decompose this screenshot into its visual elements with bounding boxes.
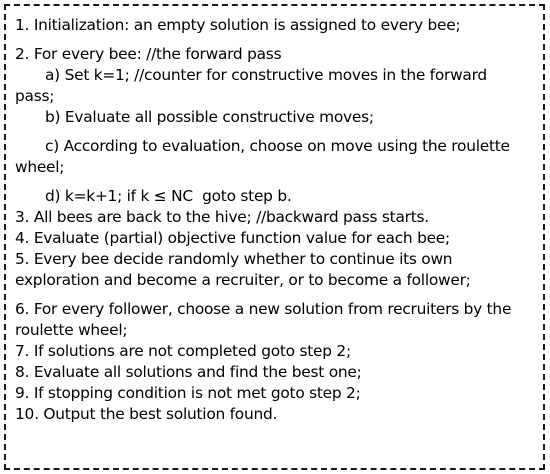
step-2c-continued: wheel; [15,158,65,176]
step-5-continued: exploration and become a recruiter, or to become a follower; [15,271,471,289]
step-2a: a) Set k=1; //counter for constructive moves in the forward [45,66,487,84]
algorithm-text [15,15,539,425]
step-1: 1. Initialization: an empty solution is assigned to every bee; [15,16,461,34]
step-9: 9. If stopping condition is not met goto step 2; [15,384,361,402]
step-4: 4. Evaluate (partial) objective function value for each bee; [15,229,450,247]
step-2d: d) k=k+1; if k ≤ NC goto step b. [45,187,292,205]
algorithm-box [4,4,545,470]
step-5: 5. Every bee decide randomly whether to continue its own [15,250,453,268]
step-2: 2. For every bee: //the forward pass [15,45,282,63]
step-10: 10. Output the best solution found. [15,405,278,423]
step-2a-continued: pass; [15,87,55,105]
step-2b: b) Evaluate all possible constructive moves; [45,108,374,126]
step-6: 6. For every follower, choose a new solution from recruiters by the [15,300,512,318]
step-8: 8. Evaluate all solutions and find the best one; [15,363,362,381]
step-6-continued: roulette wheel; [15,321,128,339]
step-2c: c) According to evaluation, choose on move using the roulette [45,137,510,155]
step-7: 7. If solutions are not completed goto step 2; [15,342,351,360]
step-3: 3. All bees are back to the hive; //backward pass starts. [15,208,429,226]
